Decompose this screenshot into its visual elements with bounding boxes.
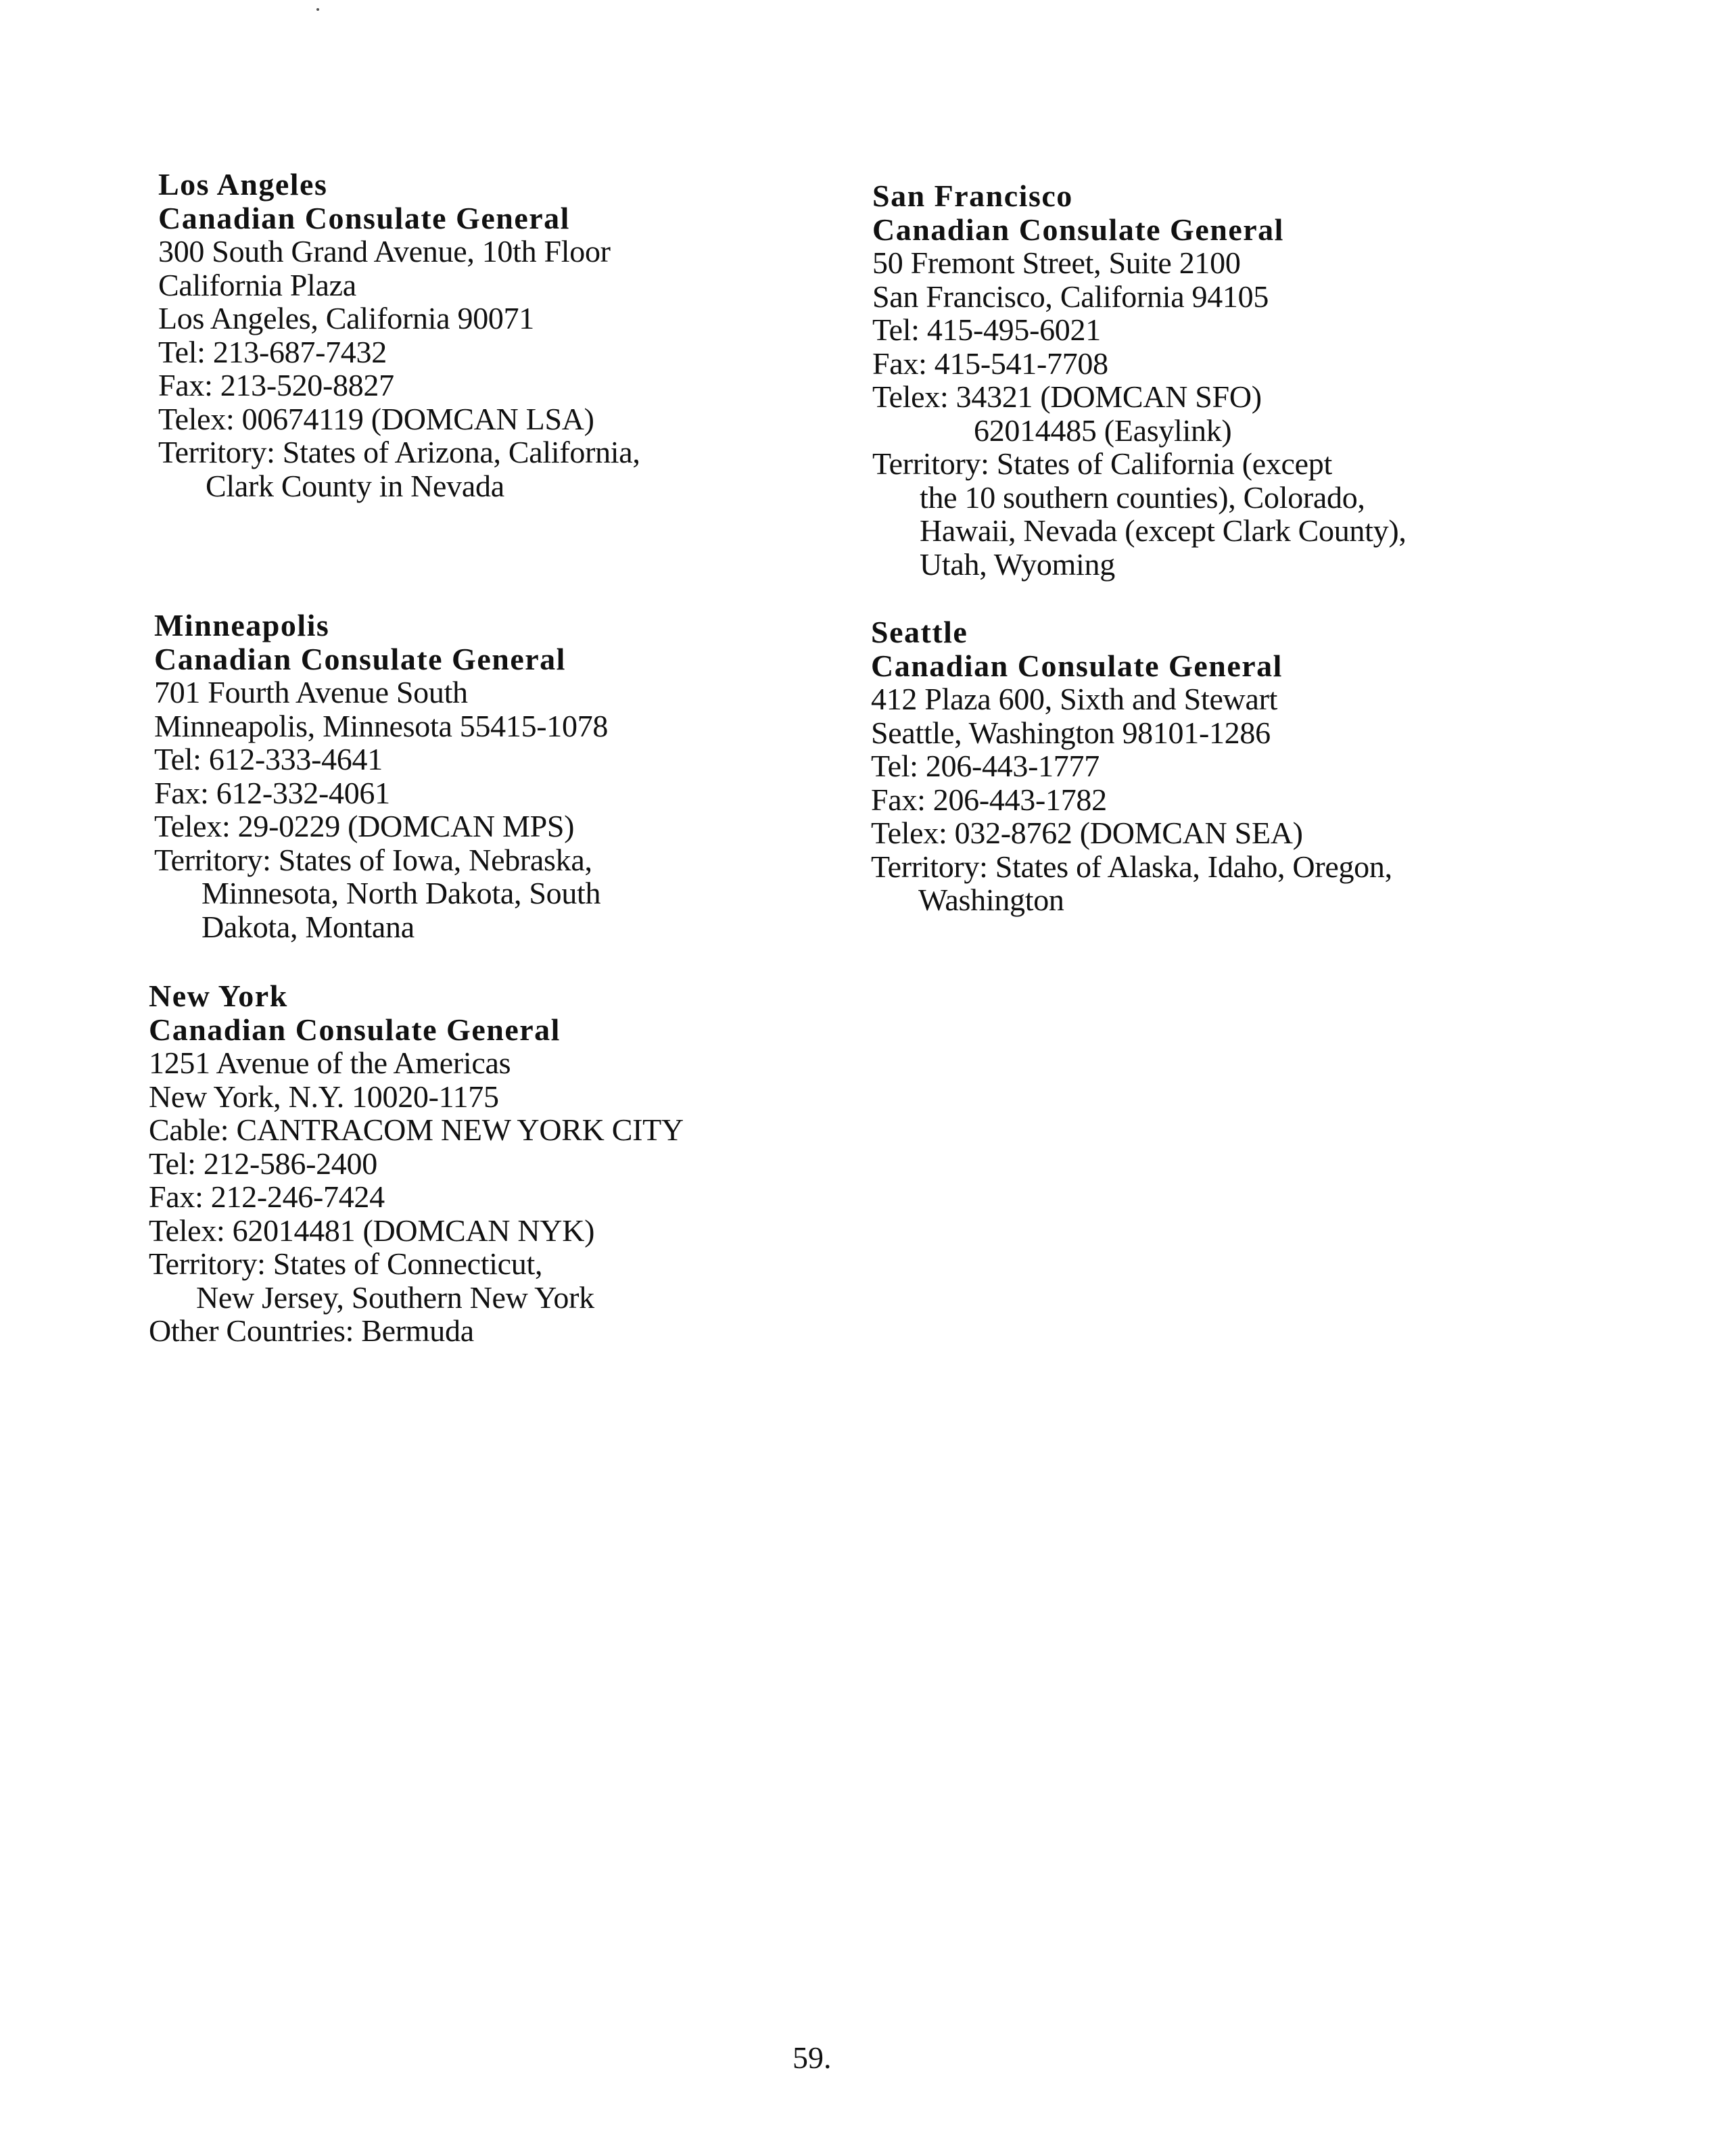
address-line: Seattle, Washington 98101-1286 [871,715,1271,750]
telex-line: Telex: 032-8762 (DOMCAN SEA) [871,816,1303,850]
territory-line: Minnesota, North Dakota, South [202,876,601,910]
telex-line: Telex: 00674119 (DOMCAN LSA) [158,401,594,436]
address-line: California Plaza [158,267,356,302]
office-minneapolis [154,609,864,943]
territory-line: Territory: States of Arizona, California, [158,435,640,469]
territory-line: Territory: States of California (except [872,446,1332,481]
city-heading: Los Angeles [158,167,328,202]
territory-line: Utah, Wyoming [920,546,1115,582]
office-heading: Canadian Consulate General [154,641,566,676]
territory-line: Washington [918,883,1064,917]
address-line: 300 South Grand Avenue, 10th Floor [158,234,611,268]
territory-line: Territory: States of Alaska, Idaho, Oregon, [871,849,1392,884]
telex-line: Telex: 62014481 (DOMCAN NYK) [149,1213,595,1248]
address-line: New York, N.Y. 10020-1175 [149,1079,499,1114]
tel-line: Tel: 212-586-2400 [149,1146,377,1181]
fax-line: Fax: 212-246-7424 [149,1179,385,1214]
telex-line: Telex: 34321 (DOMCAN SFO) [872,379,1262,414]
city-heading: San Francisco [872,179,1073,213]
telex-line: Telex: 29-0229 (DOMCAN MPS) [154,809,575,843]
city-heading: New York [149,979,288,1013]
territory-line: Territory: States of Connecticut, [149,1246,543,1281]
fax-line: Fax: 213-520-8827 [158,368,394,402]
telex-line: 62014485 (Easylink) [974,413,1232,448]
office-heading: Canadian Consulate General [158,200,570,235]
fax-line: Fax: 415-541-7708 [872,346,1108,381]
address-line: Los Angeles, California 90071 [158,301,534,335]
city-heading: Minneapolis [154,608,330,642]
tel-line: Tel: 612-333-4641 [154,742,383,776]
office-los-angeles [158,168,868,502]
address-line: 1251 Avenue of the Americas [149,1046,511,1080]
territory-line: Dakota, Montana [202,909,415,944]
tel-line: Tel: 213-687-7432 [158,334,387,369]
address-line: 50 Fremont Street, Suite 2100 [872,245,1241,280]
office-seattle [871,615,1581,917]
tel-line: Tel: 415-495-6021 [872,312,1101,347]
office-heading: Canadian Consulate General [149,1012,561,1047]
office-new-york [149,979,859,1348]
fax-line: Fax: 206-443-1782 [871,782,1107,817]
territory-line: the 10 southern counties), Colorado, [920,479,1365,515]
address-line: San Francisco, California 94105 [872,279,1269,314]
other-countries-line: Other Countries: Bermuda [149,1313,474,1348]
city-heading: Seattle [871,615,968,649]
territory-line: Clark County in Nevada [206,468,504,503]
cable-line: Cable: CANTRACOM NEW YORK CITY [149,1112,684,1147]
territory-line: New Jersey, Southern New York [196,1280,594,1315]
fax-line: Fax: 612-332-4061 [154,775,390,810]
territory-line: Hawaii, Nevada (except Clark County), [920,513,1407,548]
territory-line: Territory: States of Iowa, Nebraska, [154,842,592,877]
page-number: 59. [793,2040,832,2075]
address-line: 412 Plaza 600, Sixth and Stewart [871,682,1278,716]
address-line: 701 Fourth Avenue South [154,675,468,709]
office-san-francisco [872,179,1582,581]
tel-line: Tel: 206-443-1777 [871,749,1100,783]
office-heading: Canadian Consulate General [871,648,1283,683]
scan-speck [316,8,319,11]
office-heading: Canadian Consulate General [872,212,1284,247]
address-line: Minneapolis, Minnesota 55415-1078 [154,708,609,743]
